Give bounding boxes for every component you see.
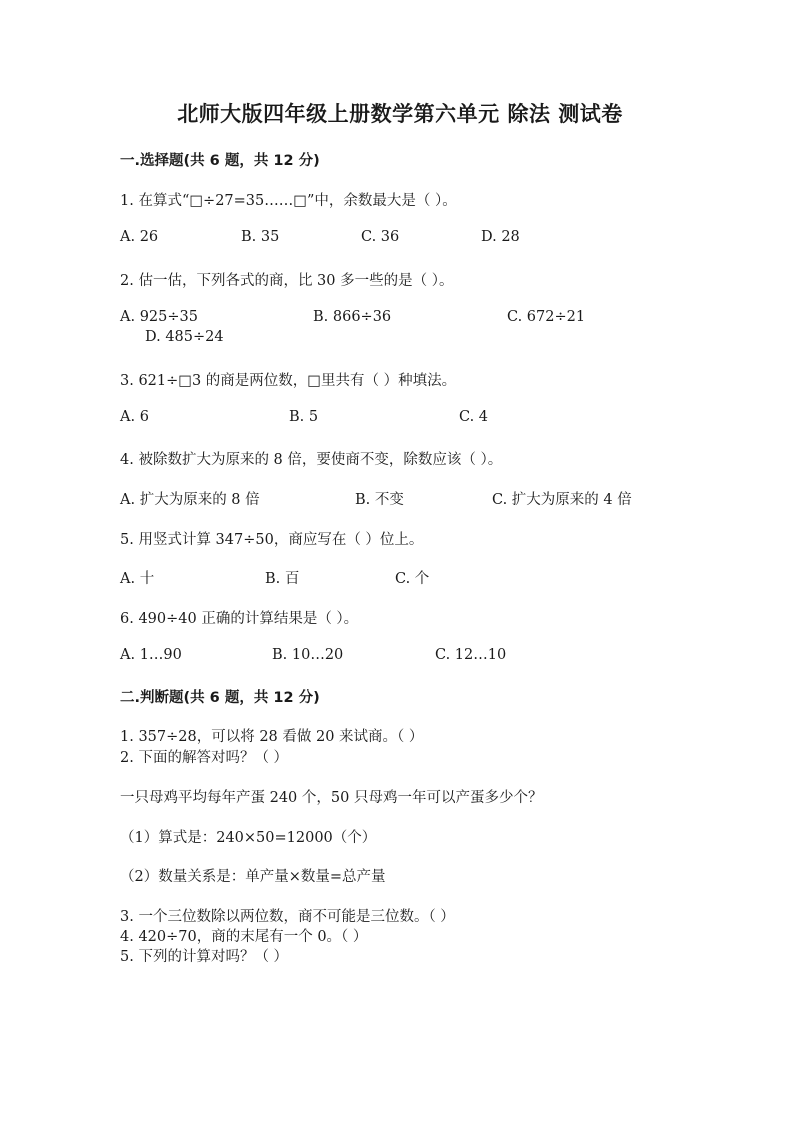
- judgment-1: 1. 357÷28，可以将 28 看做 20 来试商。（ ）: [120, 729, 424, 745]
- question-5: 5. 用竖式计算 347÷50，商应写在（ ）位上。: [120, 532, 424, 548]
- option-1d: D. 28: [481, 229, 520, 245]
- judgment-5: 5. 下列的计算对吗？（ ）: [120, 949, 289, 965]
- option-2b: B. 866÷36: [313, 309, 392, 325]
- option-1a: A. 26: [120, 229, 159, 245]
- option-5b: B. 百: [265, 571, 300, 587]
- option-2d: D. 485÷24: [145, 329, 224, 345]
- option-3b: B. 5: [289, 409, 319, 425]
- question-4: 4. 被除数扩大为原来的 8 倍，要使商不变，除数应该（ ）。: [120, 452, 503, 468]
- judgment-4: 4. 420÷70，商的末尾有一个 0。（ ）: [120, 929, 368, 945]
- option-1b: B. 35: [241, 229, 280, 245]
- option-6a: A. 1…90: [120, 647, 182, 663]
- option-3c: C. 4: [459, 409, 489, 425]
- judgment-2: 2. 下面的解答对吗？（ ）: [120, 750, 289, 766]
- option-5c: C. 个: [395, 571, 430, 587]
- question-3: 3. 621÷□3 的商是两位数，□里共有（ ）种填法。: [120, 373, 457, 389]
- judgment-2-step-2: （2）数量关系是：单产量×数量=总产量: [120, 869, 386, 885]
- section-heading-choice: 一.选择题(共 6 题，共 12 分): [120, 153, 320, 169]
- section-heading-judgment: 二.判断题(共 6 题，共 12 分): [120, 690, 320, 706]
- question-2: 2. 估一估，下列各式的商，比 30 多一些的是（ ）。: [120, 273, 454, 289]
- option-6b: B. 10…20: [272, 647, 344, 663]
- judgment-2-step-1: （1）算式是：240×50=12000（个）: [120, 830, 377, 846]
- question-6: 6. 490÷40 正确的计算结果是（ ）。: [120, 611, 359, 627]
- option-4a: A. 扩大为原来的 8 倍: [120, 492, 260, 508]
- option-2a: A. 925÷35: [120, 309, 198, 325]
- option-4c: C. 扩大为原来的 4 倍: [492, 492, 632, 508]
- option-2c: C. 672÷21: [507, 309, 586, 325]
- option-3a: A. 6: [120, 409, 149, 425]
- option-5a: A. 十: [120, 571, 155, 587]
- option-4b: B. 不变: [355, 492, 404, 508]
- judgment-3: 3. 一个三位数除以两位数，商不可能是三位数。（ ）: [120, 909, 455, 925]
- option-6c: C. 12…10: [435, 647, 507, 663]
- option-1c: C. 36: [361, 229, 400, 245]
- page-title: 北师大版四年级上册数学第六单元 除法 测试卷: [177, 102, 623, 126]
- judgment-2-problem: 一只母鸡平均每年产蛋 240 个，50 只母鸡一年可以产蛋多少个？: [120, 790, 543, 806]
- question-1: 1. 在算式“□÷27=35……□”中，余数最大是（ ）。: [120, 193, 457, 209]
